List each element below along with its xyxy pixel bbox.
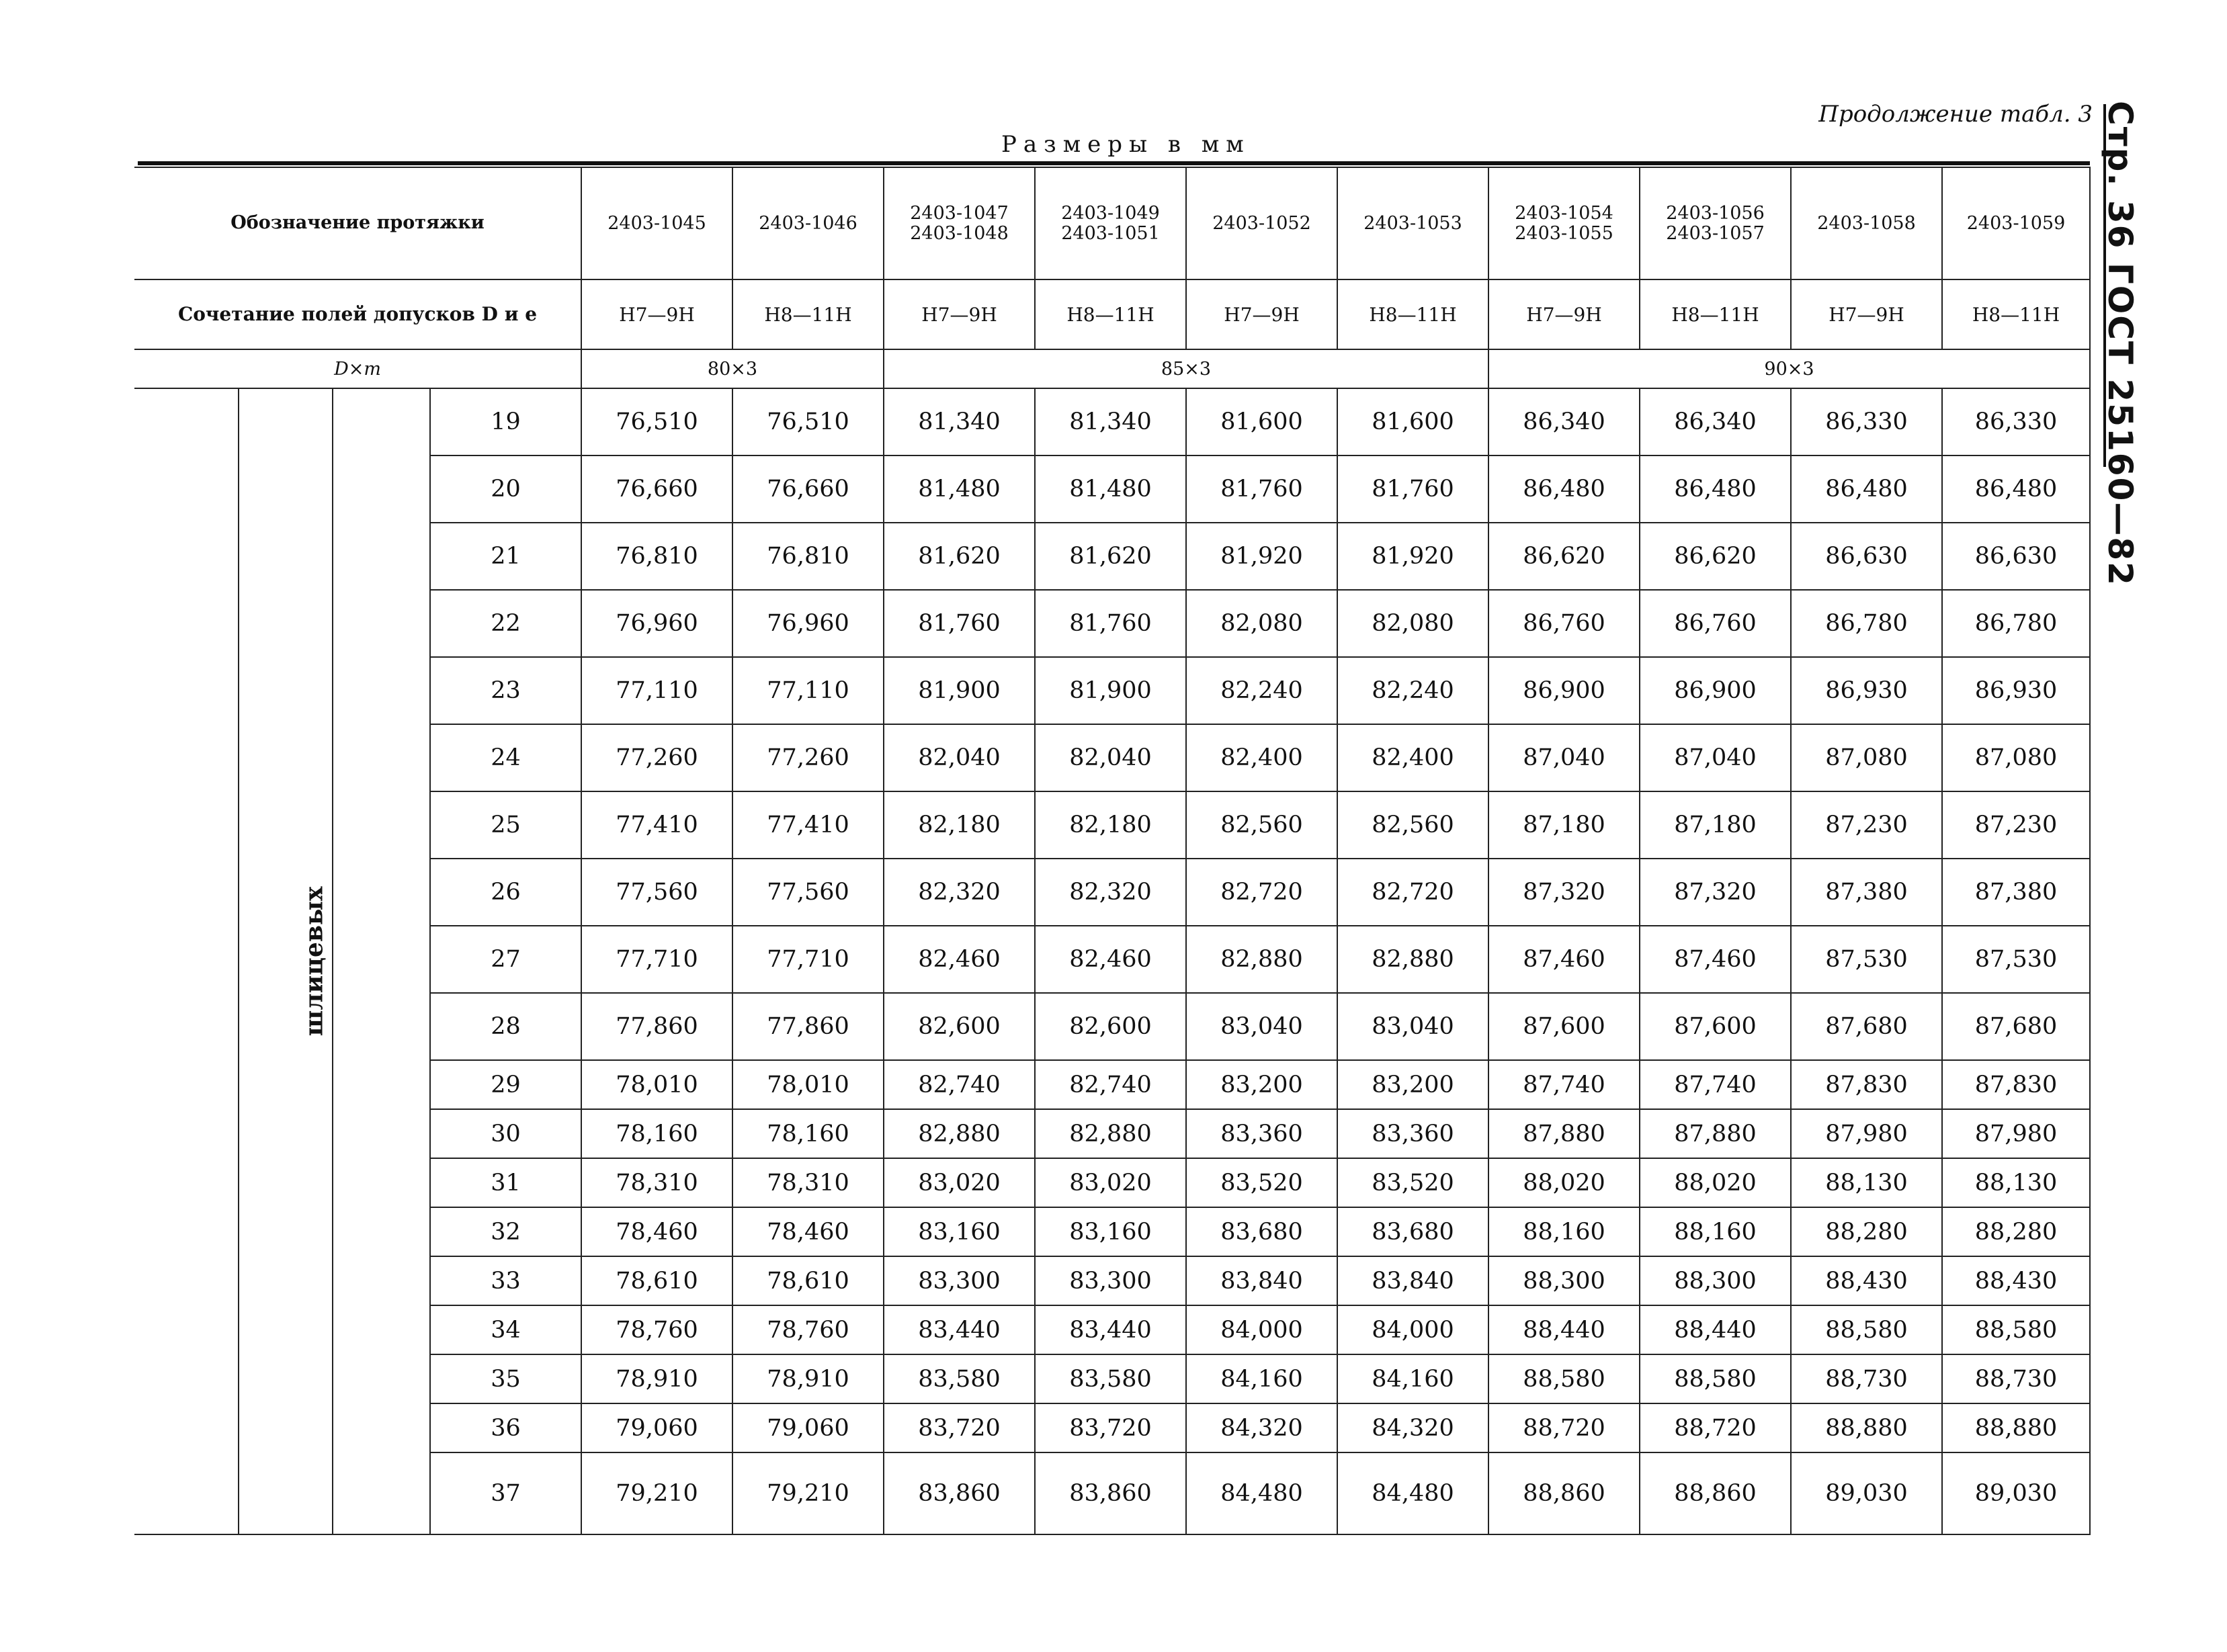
diameter-value: 86,780 <box>1942 590 2090 657</box>
diameter-value: 76,660 <box>581 455 732 523</box>
diameter-value: 88,430 <box>1791 1256 1942 1305</box>
diameter-value: 82,880 <box>1186 926 1337 993</box>
diameter-value: 87,380 <box>1942 859 2090 926</box>
diameter-value: 86,480 <box>1488 455 1640 523</box>
designation-cell: 2403-1047 2403-1048 <box>884 167 1035 279</box>
designation-cell: 2403-1054 2403-1055 <box>1488 167 1640 279</box>
diameter-value: 87,080 <box>1791 724 1942 791</box>
diameter-value: 82,180 <box>1035 791 1186 859</box>
diameter-value: 87,080 <box>1942 724 2090 791</box>
designation-cell: 2403-1049 2403-1051 <box>1035 167 1186 279</box>
designation-cell: 2403-1059 <box>1942 167 2090 279</box>
tolerance-cell: H7—9H <box>884 279 1035 349</box>
diameter-value: 78,010 <box>732 1060 884 1109</box>
diameter-value: 86,760 <box>1488 590 1640 657</box>
diameter-value: 82,080 <box>1186 590 1337 657</box>
designation-cell: 2403-1056 2403-1057 <box>1640 167 1791 279</box>
diameter-value: 84,320 <box>1186 1403 1337 1452</box>
diameter-value: 81,900 <box>884 657 1035 724</box>
table-top-rule <box>138 161 2090 165</box>
diameter-value: 84,160 <box>1337 1354 1488 1403</box>
tooth-number: 19 <box>430 388 581 455</box>
tooth-number: 34 <box>430 1305 581 1354</box>
tolerance-label: Сочетание полей допусков D и e <box>134 279 581 349</box>
diameter-value: 83,680 <box>1337 1207 1488 1256</box>
diameter-value: 82,720 <box>1186 859 1337 926</box>
dxm-group-cell: 80×3 <box>581 349 884 388</box>
diameter-value: 78,910 <box>732 1354 884 1403</box>
diameter-value: 88,130 <box>1942 1158 2090 1207</box>
diameter-value: 88,580 <box>1488 1354 1640 1403</box>
diameter-value: 76,960 <box>732 590 884 657</box>
diameter-value: 88,720 <box>1488 1403 1640 1452</box>
diameter-value: 83,440 <box>1035 1305 1186 1354</box>
diameter-value: 83,020 <box>884 1158 1035 1207</box>
diameter-value: 79,210 <box>732 1452 884 1534</box>
designation-label: Обозначение протяжки <box>134 167 581 279</box>
diameter-value: 83,580 <box>1035 1354 1186 1403</box>
page-side-label <box>2101 101 2171 586</box>
tooth-number: 36 <box>430 1403 581 1452</box>
diameter-value: 78,760 <box>732 1305 884 1354</box>
diameter-value: 88,880 <box>1791 1403 1942 1452</box>
diameter-value: 87,600 <box>1640 993 1791 1060</box>
diameter-value: 88,440 <box>1640 1305 1791 1354</box>
diameter-value: 76,660 <box>732 455 884 523</box>
diameter-value: 82,880 <box>1337 926 1488 993</box>
diameter-value: 83,360 <box>1186 1109 1337 1158</box>
diameter-value: 83,020 <box>1035 1158 1186 1207</box>
designation-cell: 2403-1045 <box>581 167 732 279</box>
diameter-value: 82,740 <box>1035 1060 1186 1109</box>
outer-row-label-cell <box>134 388 239 1534</box>
diameter-value: 83,160 <box>884 1207 1035 1256</box>
diameter-value: 83,040 <box>1337 993 1488 1060</box>
diameter-value: 76,510 <box>581 388 732 455</box>
tooth-number: 32 <box>430 1207 581 1256</box>
diameter-value: 88,880 <box>1942 1403 2090 1452</box>
diameter-value: 87,980 <box>1791 1109 1942 1158</box>
diameter-value: 86,630 <box>1791 523 1942 590</box>
diameter-value: 87,230 <box>1791 791 1942 859</box>
diameter-value: 88,580 <box>1942 1305 2090 1354</box>
diameter-value: 87,320 <box>1488 859 1640 926</box>
diameter-value: 77,260 <box>581 724 732 791</box>
diameter-value: 77,110 <box>732 657 884 724</box>
diameter-value: 77,860 <box>732 993 884 1060</box>
diameter-value: 86,330 <box>1791 388 1942 455</box>
diameter-value: 76,810 <box>581 523 732 590</box>
diameter-value: 78,160 <box>732 1109 884 1158</box>
tooth-number: 25 <box>430 791 581 859</box>
diameter-value: 88,430 <box>1942 1256 2090 1305</box>
diameter-value: 81,620 <box>1035 523 1186 590</box>
diameter-value: 87,460 <box>1488 926 1640 993</box>
diameter-value: 82,400 <box>1337 724 1488 791</box>
diameter-value: 82,320 <box>1035 859 1186 926</box>
diameter-value: 83,520 <box>1337 1158 1488 1207</box>
diameter-value: 83,680 <box>1186 1207 1337 1256</box>
diameter-value: 87,600 <box>1488 993 1640 1060</box>
diameter-value: 88,130 <box>1791 1158 1942 1207</box>
tooth-number: 37 <box>430 1452 581 1534</box>
diameter-value: 79,060 <box>732 1403 884 1452</box>
diameter-value: 81,340 <box>884 388 1035 455</box>
tooth-number: 31 <box>430 1158 581 1207</box>
diameter-value: 88,730 <box>1791 1354 1942 1403</box>
diameter-value: 78,160 <box>581 1109 732 1158</box>
diameter-value: 88,280 <box>1791 1207 1942 1256</box>
diameter-value: 79,060 <box>581 1403 732 1452</box>
diameter-value: 86,620 <box>1488 523 1640 590</box>
diameter-value: 83,200 <box>1186 1060 1337 1109</box>
diameter-value: 87,530 <box>1791 926 1942 993</box>
diameter-value: 82,180 <box>884 791 1035 859</box>
tolerance-cell: H8—11H <box>1035 279 1186 349</box>
tooth-number: 24 <box>430 724 581 791</box>
diameter-value: 82,320 <box>884 859 1035 926</box>
diameter-value: 83,860 <box>884 1452 1035 1534</box>
tooth-number: 26 <box>430 859 581 926</box>
diameter-value: 88,860 <box>1640 1452 1791 1534</box>
diameter-value: 83,360 <box>1337 1109 1488 1158</box>
diameter-value: 88,730 <box>1942 1354 2090 1403</box>
diameter-value: 83,200 <box>1337 1060 1488 1109</box>
diameter-value: 81,920 <box>1186 523 1337 590</box>
diameter-value: 87,530 <box>1942 926 2090 993</box>
diameter-value: 88,580 <box>1791 1305 1942 1354</box>
tooth-number: 21 <box>430 523 581 590</box>
diameter-value: 87,830 <box>1942 1060 2090 1109</box>
middle-row-label-cell <box>239 388 333 1534</box>
diameter-value: 83,300 <box>1035 1256 1186 1305</box>
diameter-value: 77,710 <box>581 926 732 993</box>
diameter-value: 82,460 <box>1035 926 1186 993</box>
diameter-value: 84,320 <box>1337 1403 1488 1452</box>
diameter-value: 87,180 <box>1488 791 1640 859</box>
diameter-value: 86,630 <box>1942 523 2090 590</box>
diameter-value: 86,760 <box>1640 590 1791 657</box>
diameter-value: 78,010 <box>581 1060 732 1109</box>
diameter-value: 86,620 <box>1640 523 1791 590</box>
diameter-value: 82,460 <box>884 926 1035 993</box>
diameter-value: 81,920 <box>1337 523 1488 590</box>
diameter-value: 77,860 <box>581 993 732 1060</box>
designation-cell: 2403-1053 <box>1337 167 1488 279</box>
diameter-value: 82,560 <box>1337 791 1488 859</box>
tooth-number: 35 <box>430 1354 581 1403</box>
diameter-value: 77,260 <box>732 724 884 791</box>
diameter-value: 86,900 <box>1488 657 1640 724</box>
tolerance-cell: H8—11H <box>1942 279 2090 349</box>
diameter-value: 88,280 <box>1942 1207 2090 1256</box>
diameter-value: 84,160 <box>1186 1354 1337 1403</box>
diameter-value: 78,310 <box>581 1158 732 1207</box>
diameter-value: 88,440 <box>1488 1305 1640 1354</box>
diameter-value: 86,340 <box>1488 388 1640 455</box>
diameter-value: 81,480 <box>884 455 1035 523</box>
tooth-number: 33 <box>430 1256 581 1305</box>
diameter-value: 84,480 <box>1186 1452 1337 1534</box>
diameter-value: 84,480 <box>1337 1452 1488 1534</box>
diameter-value: 82,040 <box>1035 724 1186 791</box>
diameter-value: 82,720 <box>1337 859 1488 926</box>
diameter-value: 86,340 <box>1640 388 1791 455</box>
diameter-value: 82,880 <box>1035 1109 1186 1158</box>
diameter-value: 86,900 <box>1640 657 1791 724</box>
diameter-value: 82,080 <box>1337 590 1488 657</box>
tolerance-cell: H8—11H <box>1640 279 1791 349</box>
diameter-value: 78,760 <box>581 1305 732 1354</box>
tolerance-cell: H7—9H <box>581 279 732 349</box>
diameter-value: 82,040 <box>884 724 1035 791</box>
diameter-value: 78,910 <box>581 1354 732 1403</box>
diameter-value: 84,000 <box>1337 1305 1488 1354</box>
tooth-number: 23 <box>430 657 581 724</box>
tolerance-cell: H7—9H <box>1186 279 1337 349</box>
diameter-value: 77,560 <box>732 859 884 926</box>
diameter-value: 88,020 <box>1488 1158 1640 1207</box>
diameter-value: 84,000 <box>1186 1305 1337 1354</box>
diameter-value: 86,930 <box>1791 657 1942 724</box>
diameter-value: 88,860 <box>1488 1452 1640 1534</box>
diameter-value: 82,740 <box>884 1060 1035 1109</box>
diameter-value: 76,510 <box>732 388 884 455</box>
tolerance-row <box>134 279 2090 349</box>
dxm-label: D×m <box>134 349 581 388</box>
diameter-value: 86,480 <box>1640 455 1791 523</box>
diameter-value: 88,160 <box>1488 1207 1640 1256</box>
diameter-value: 81,600 <box>1337 388 1488 455</box>
diameter-value: 82,240 <box>1186 657 1337 724</box>
diameter-value: 79,210 <box>581 1452 732 1534</box>
diameter-value: 82,400 <box>1186 724 1337 791</box>
diameter-value: 87,460 <box>1640 926 1791 993</box>
diameter-value: 87,980 <box>1942 1109 2090 1158</box>
diameter-value: 86,930 <box>1942 657 2090 724</box>
diameter-value: 87,320 <box>1640 859 1791 926</box>
diameter-value: 86,330 <box>1942 388 2090 455</box>
diameter-value: 81,900 <box>1035 657 1186 724</box>
diameter-value: 89,030 <box>1942 1452 2090 1534</box>
diameter-value: 83,440 <box>884 1305 1035 1354</box>
diameter-value: 83,160 <box>1035 1207 1186 1256</box>
diameter-value: 87,680 <box>1942 993 2090 1060</box>
designation-row <box>134 167 2090 279</box>
dxm-row <box>134 349 2090 388</box>
diameter-value: 88,580 <box>1640 1354 1791 1403</box>
side-label-text: Стр. 36 ГОСТ 25160—82 <box>2101 101 2140 586</box>
diameter-value: 81,340 <box>1035 388 1186 455</box>
diameter-value: 77,710 <box>732 926 884 993</box>
diameter-value: 78,310 <box>732 1158 884 1207</box>
designation-cell: 2403-1058 <box>1791 167 1942 279</box>
diameter-value: 82,560 <box>1186 791 1337 859</box>
diameter-value: 87,880 <box>1640 1109 1791 1158</box>
diameter-value: 83,840 <box>1337 1256 1488 1305</box>
tolerance-cell: H7—9H <box>1488 279 1640 349</box>
diameter-value: 86,480 <box>1791 455 1942 523</box>
diameter-value: 89,030 <box>1791 1452 1942 1534</box>
diameter-value: 87,680 <box>1791 993 1942 1060</box>
dxm-group-cell: 85×3 <box>884 349 1488 388</box>
diameter-value: 77,410 <box>581 791 732 859</box>
diameter-value: 82,600 <box>884 993 1035 1060</box>
diameter-value: 87,040 <box>1640 724 1791 791</box>
diameter-value: 83,720 <box>1035 1403 1186 1452</box>
diameter-value: 81,760 <box>1337 455 1488 523</box>
diameter-value: 83,720 <box>884 1403 1035 1452</box>
tooth-number: 27 <box>430 926 581 993</box>
diameter-value: 88,720 <box>1640 1403 1791 1452</box>
diameter-value: 87,380 <box>1791 859 1942 926</box>
diameter-value: 87,740 <box>1640 1060 1791 1109</box>
diameter-value: 77,110 <box>581 657 732 724</box>
diameter-value: 88,160 <box>1640 1207 1791 1256</box>
tooth-number: 22 <box>430 590 581 657</box>
inner-row-label-cell <box>333 388 430 1534</box>
diameter-value: 83,860 <box>1035 1452 1186 1534</box>
diameter-value: 76,810 <box>732 523 884 590</box>
dxm-group-cell: 90×3 <box>1488 349 2090 388</box>
diameter-value: 87,740 <box>1488 1060 1640 1109</box>
diameter-value: 76,960 <box>581 590 732 657</box>
diameter-value: 86,480 <box>1942 455 2090 523</box>
diameter-value: 81,620 <box>884 523 1035 590</box>
diameter-value: 82,600 <box>1035 993 1186 1060</box>
designation-cell: 2403-1052 <box>1186 167 1337 279</box>
designation-cell: 2403-1046 <box>732 167 884 279</box>
diameter-value: 88,020 <box>1640 1158 1791 1207</box>
units-caption: Размеры в мм <box>1001 131 1251 158</box>
diameter-value: 81,480 <box>1035 455 1186 523</box>
diameter-value: 87,880 <box>1488 1109 1640 1158</box>
tooth-number: 29 <box>430 1060 581 1109</box>
diameter-value: 77,560 <box>581 859 732 926</box>
diameter-value: 88,300 <box>1640 1256 1791 1305</box>
diameter-value: 78,460 <box>732 1207 884 1256</box>
continuation-note: Продолжение табл. 3 <box>1818 101 2093 128</box>
tooth-number: 20 <box>430 455 581 523</box>
middle-row-label: шлицевых <box>300 886 329 1037</box>
tolerance-cell: H8—11H <box>732 279 884 349</box>
diameter-value: 83,580 <box>884 1354 1035 1403</box>
tolerance-cell: H8—11H <box>1337 279 1488 349</box>
diameter-value: 86,780 <box>1791 590 1942 657</box>
tooth-number: 30 <box>430 1109 581 1158</box>
diameter-value: 88,300 <box>1488 1256 1640 1305</box>
tooth-number: 28 <box>430 993 581 1060</box>
diameter-value: 83,520 <box>1186 1158 1337 1207</box>
diameter-value: 87,180 <box>1640 791 1791 859</box>
diameter-value: 83,040 <box>1186 993 1337 1060</box>
diameter-value: 87,830 <box>1791 1060 1942 1109</box>
diameter-value: 81,760 <box>1186 455 1337 523</box>
broach-dimensions-table <box>134 167 2091 1535</box>
diameter-value: 78,460 <box>581 1207 732 1256</box>
diameter-value: 78,610 <box>732 1256 884 1305</box>
diameter-value: 82,240 <box>1337 657 1488 724</box>
tolerance-cell: H7—9H <box>1791 279 1942 349</box>
diameter-value: 81,600 <box>1186 388 1337 455</box>
diameter-value: 78,610 <box>581 1256 732 1305</box>
tooth-row <box>134 388 2090 455</box>
diameter-value: 77,410 <box>732 791 884 859</box>
diameter-value: 87,040 <box>1488 724 1640 791</box>
diameter-value: 82,880 <box>884 1109 1035 1158</box>
diameter-value: 83,300 <box>884 1256 1035 1305</box>
diameter-value: 81,760 <box>1035 590 1186 657</box>
diameter-value: 83,840 <box>1186 1256 1337 1305</box>
diameter-value: 87,230 <box>1942 791 2090 859</box>
diameter-value: 81,760 <box>884 590 1035 657</box>
